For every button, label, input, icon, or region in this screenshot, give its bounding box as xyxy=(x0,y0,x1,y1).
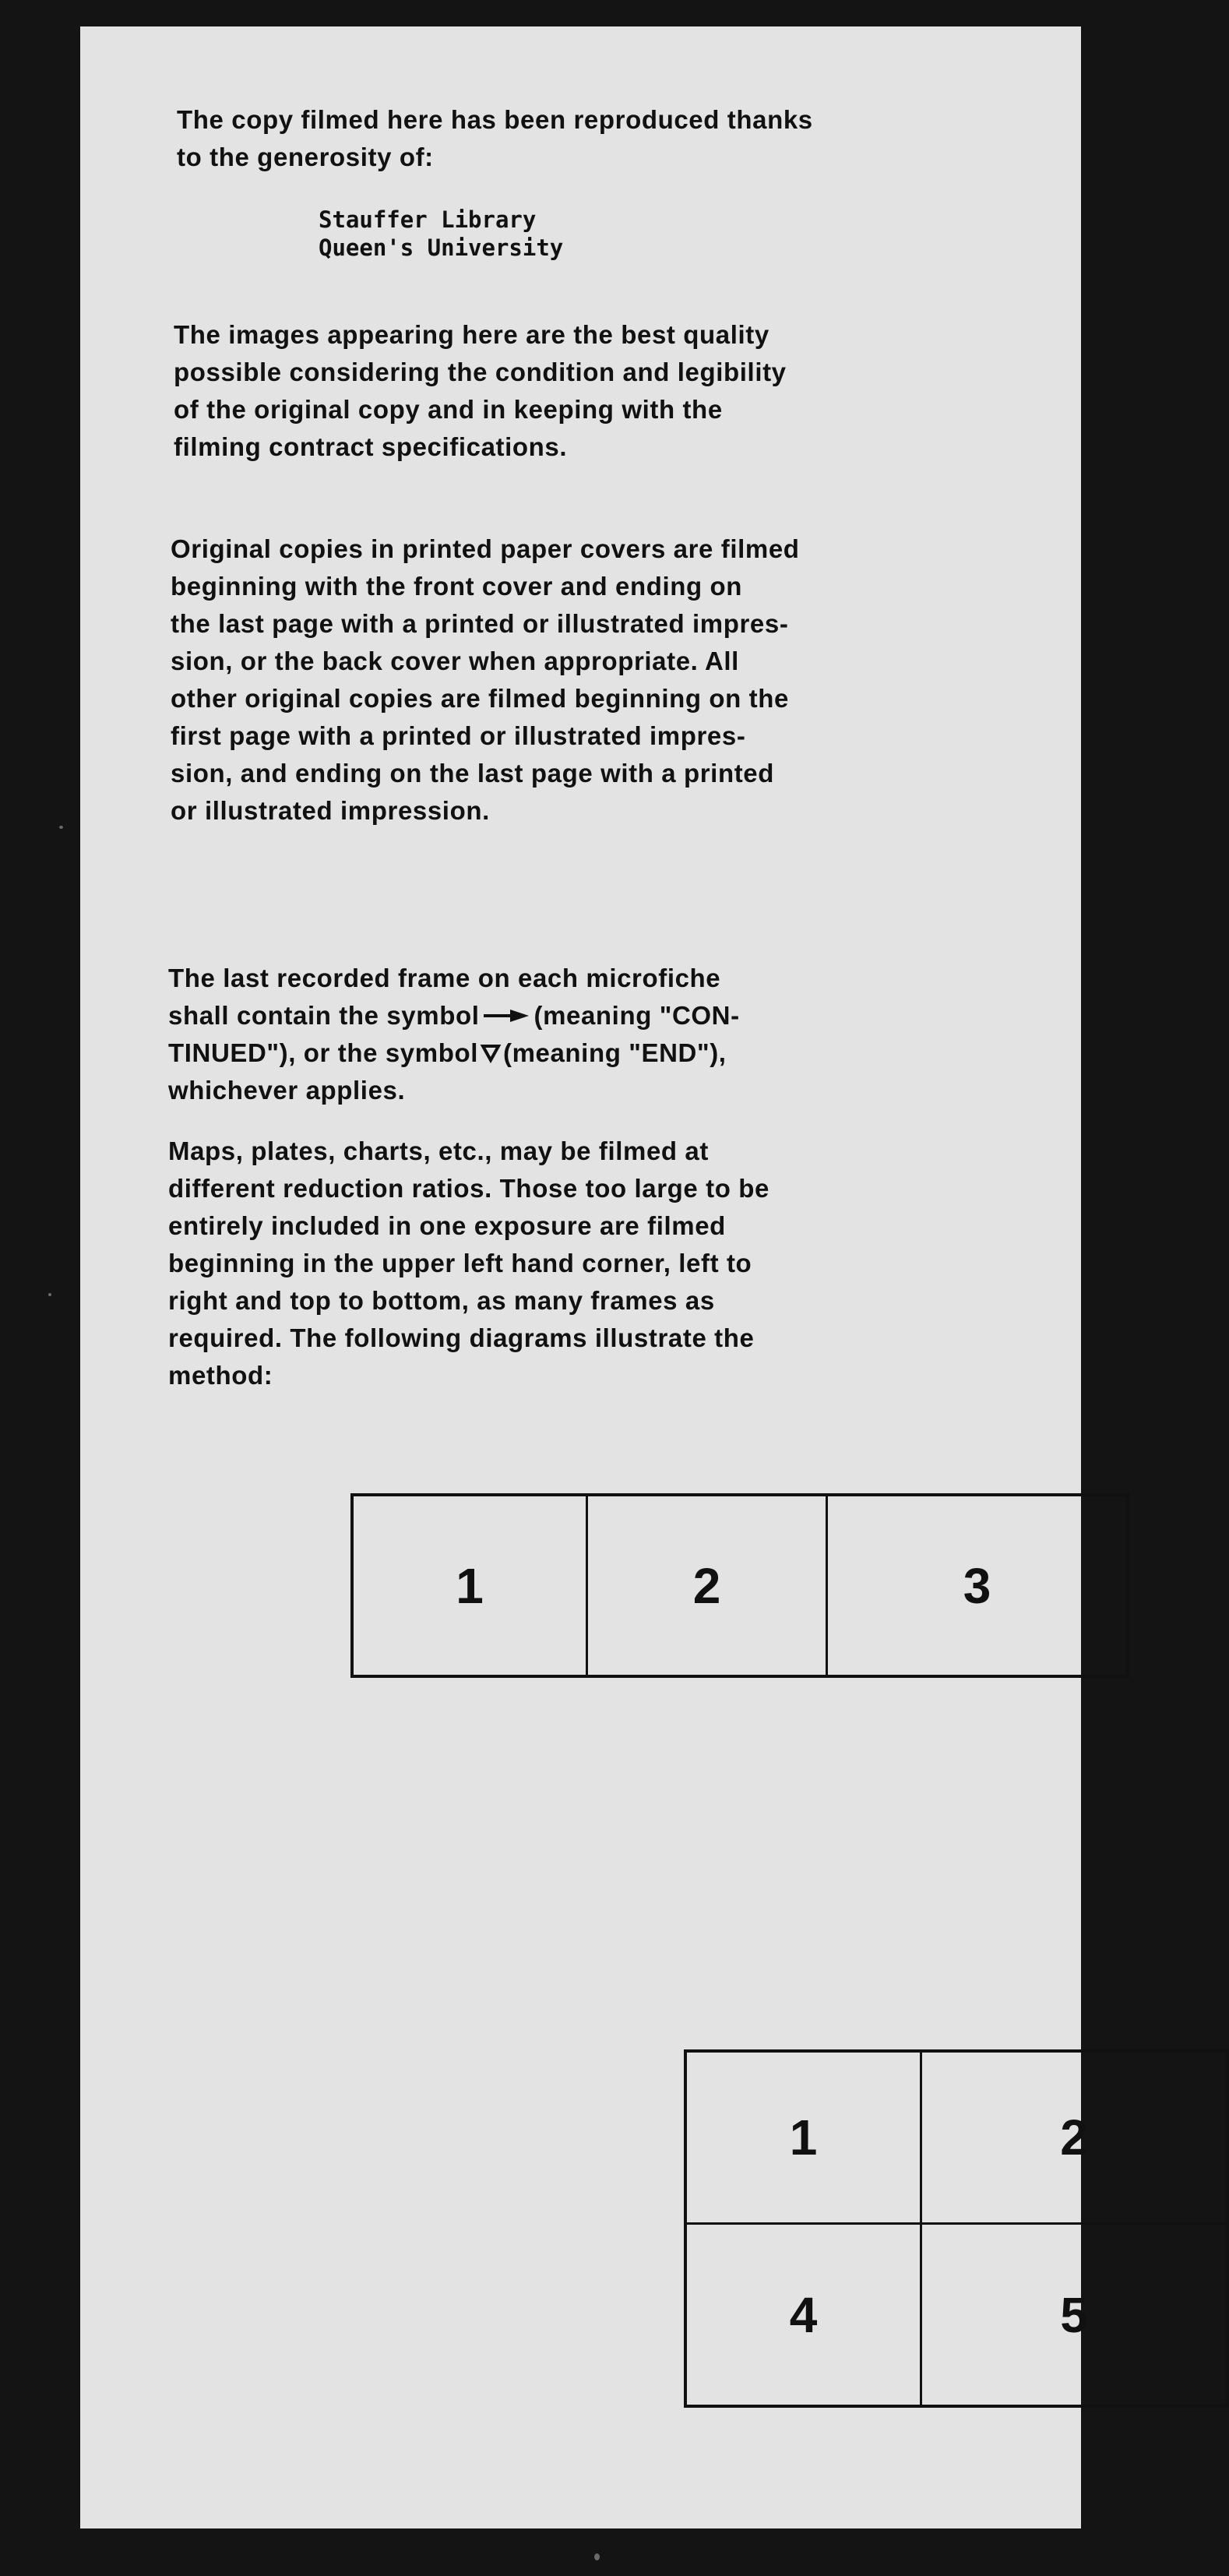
text-fragment: TINUED"), or the symbol xyxy=(168,1038,478,1067)
text-fragment: (meaning "CON- xyxy=(534,1001,740,1030)
text-line: different reduction ratios. Those too large to be xyxy=(168,1174,769,1203)
microfiche-sheet xyxy=(80,26,1088,2528)
text-line: beginning in the upper left hand corner, left to xyxy=(168,1249,752,1277)
text-line: of the original copy and in keeping with the xyxy=(174,395,723,424)
text-line: possible considering the condition and legibility xyxy=(174,358,787,386)
library-line: Stauffer Library xyxy=(319,206,537,233)
text-line xyxy=(168,1034,1064,1072)
frame-cell: 2 xyxy=(588,1496,828,1675)
text-line: method: xyxy=(168,1361,273,1390)
text-line: whichever applies. xyxy=(168,1076,406,1105)
film-speck xyxy=(594,2553,600,2560)
text-line: required. The following diagrams illustrate the xyxy=(168,1323,755,1352)
text-line: entirely included in one exposure are filmed xyxy=(168,1211,726,1240)
text-line: beginning with the front cover and ending on xyxy=(171,572,743,601)
text-line: The last recorded frame on each microfiche xyxy=(168,964,721,992)
text-line: the last page with a printed or illustrated impres- xyxy=(171,609,789,638)
frame-sequence-grid-diagram xyxy=(684,2049,1229,2408)
reproduction-credit-paragraph xyxy=(177,101,1072,176)
text-line: first page with a printed or illustrated impres- xyxy=(171,721,746,750)
frame-cell: 4 xyxy=(687,2225,922,2405)
text-line: or illustrated impression. xyxy=(171,796,490,825)
text-line: Maps, plates, charts, etc., may be filmed at xyxy=(168,1136,709,1165)
library-name xyxy=(319,206,563,262)
frame-cell: 5 xyxy=(1060,2286,1088,2343)
text-line: filming contract specifications. xyxy=(174,432,568,461)
text-line: The images appearing here are the best quality xyxy=(174,320,769,349)
text-line: other original copies are filmed beginning on the xyxy=(171,684,789,713)
text-line: sion, and ending on the last page with a printed xyxy=(171,759,775,788)
text-fragment: (meaning "END"), xyxy=(502,1038,727,1067)
frame-cell: 1 xyxy=(687,2053,922,2225)
triangle-down-icon xyxy=(481,1045,500,1062)
text-line: The copy filmed here has been reproduced thanks xyxy=(177,105,813,134)
image-quality-paragraph xyxy=(174,316,1069,466)
reduction-ratio-paragraph xyxy=(168,1133,1064,1394)
text-line: to the generosity of: xyxy=(177,143,434,171)
film-speck xyxy=(59,826,63,829)
frame-symbol-paragraph xyxy=(168,960,1064,1109)
frame-cell: 1 xyxy=(354,1496,588,1675)
library-line: Queen's University xyxy=(319,234,564,261)
text-line: right and top to bottom, as many frames as xyxy=(168,1286,715,1315)
frame-cell: 3 xyxy=(963,1557,991,1614)
filming-order-paragraph xyxy=(171,530,1066,830)
text-fragment: shall contain the symbol xyxy=(168,1001,480,1030)
frame-cell: 2 xyxy=(922,2053,1226,2225)
text-line xyxy=(168,997,1064,1034)
text-line: Original copies in printed paper covers are filmed xyxy=(171,534,800,563)
film-speck xyxy=(48,1293,51,1296)
text-line: sion, or the back cover when appropriate. All xyxy=(171,647,739,675)
frame-sequence-row-diagram xyxy=(350,1493,1129,1678)
arrow-right-icon xyxy=(484,1009,529,1023)
